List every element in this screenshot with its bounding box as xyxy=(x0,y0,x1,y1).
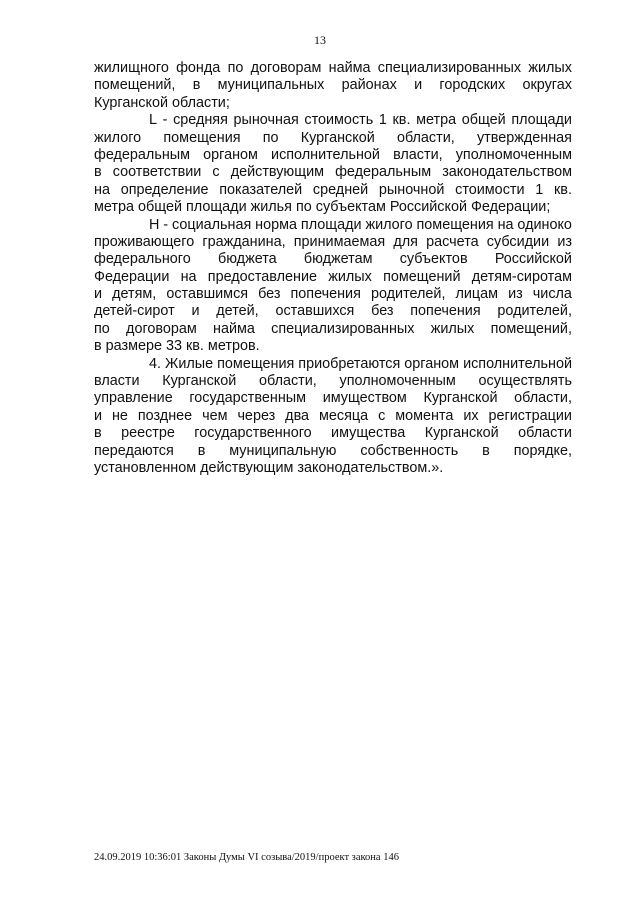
word: предоставление xyxy=(207,268,317,285)
word: Курганской xyxy=(423,390,498,407)
word: области, xyxy=(514,390,572,407)
text-line xyxy=(94,303,572,320)
word: Федерации xyxy=(94,268,170,285)
word: передаются xyxy=(94,442,174,459)
word: через xyxy=(237,407,276,424)
word: с xyxy=(212,164,220,181)
word: средней xyxy=(312,181,369,198)
word: помещения xyxy=(163,129,241,146)
word: федеральным xyxy=(335,164,432,181)
word: в размере 33 кв. метров. xyxy=(94,338,260,355)
word: осуществлять xyxy=(478,373,572,390)
word: принимаемая xyxy=(293,233,386,250)
word: фонда xyxy=(176,60,221,76)
word: имуществом xyxy=(322,390,407,407)
word: имущества xyxy=(331,425,406,442)
word: в xyxy=(94,425,102,442)
word: договорам xyxy=(126,320,197,337)
word: области, xyxy=(258,373,317,390)
text-line xyxy=(94,338,572,355)
word: с xyxy=(378,407,386,424)
text-line xyxy=(94,425,572,442)
text-line xyxy=(94,408,572,425)
word: попечения xyxy=(410,303,481,320)
word: средняя xyxy=(173,112,228,129)
word: действующим xyxy=(230,164,325,181)
word: проживающего xyxy=(94,233,195,250)
word: определение xyxy=(120,181,209,198)
word: рыночная xyxy=(233,112,299,129)
text-line xyxy=(94,164,572,181)
word: оставшихся xyxy=(275,303,355,320)
text-line xyxy=(94,147,572,164)
word: по xyxy=(227,60,244,76)
paragraph-H-definition xyxy=(94,217,572,356)
word: два xyxy=(285,407,310,424)
word: уполномоченным xyxy=(339,373,456,390)
word: Курганской xyxy=(162,373,237,390)
word: Жилые xyxy=(165,355,214,372)
word: метра общей площади жилья по субъектам Российской Федерации; xyxy=(94,199,551,216)
word: и xyxy=(414,77,423,94)
paragraph-continuation xyxy=(94,60,572,112)
word: законодательством xyxy=(442,164,572,181)
word: приобретаются xyxy=(298,355,401,372)
text-line xyxy=(94,95,572,112)
text-line xyxy=(94,130,572,147)
word: кв. xyxy=(554,181,572,198)
word: - xyxy=(162,112,168,129)
word: площади xyxy=(511,112,572,129)
word: без xyxy=(258,286,281,303)
word: в xyxy=(482,442,490,459)
word: Курганской xyxy=(300,129,375,146)
word: области, xyxy=(396,129,455,146)
word: площади xyxy=(300,216,362,233)
word: кв. xyxy=(392,112,411,129)
word: на xyxy=(497,216,514,233)
word: жилого xyxy=(94,129,142,146)
word: на xyxy=(94,181,110,198)
word: Курганской области; xyxy=(94,94,230,111)
word: детям, xyxy=(112,286,157,303)
document-body xyxy=(94,60,572,477)
text-line xyxy=(94,217,572,234)
word: без xyxy=(371,303,394,320)
word: расчета xyxy=(426,233,479,250)
word: области xyxy=(518,425,572,442)
word: субъектов xyxy=(399,251,468,268)
word: гражданина, xyxy=(202,233,286,250)
text-line xyxy=(94,356,572,373)
word: органом xyxy=(404,355,460,372)
word: в xyxy=(197,442,206,459)
word: лицам xyxy=(455,286,499,303)
word: помещений xyxy=(383,268,461,285)
word: государственного xyxy=(194,425,312,442)
word: жилых xyxy=(328,268,372,285)
word: помещений, xyxy=(490,320,572,337)
word: чем xyxy=(202,407,228,424)
text-line xyxy=(94,251,572,268)
word: 1 xyxy=(378,112,387,129)
text-line xyxy=(94,269,572,286)
word: управление xyxy=(94,390,173,407)
page-number: 13 xyxy=(314,33,326,47)
word: помещения xyxy=(416,216,494,233)
word: для xyxy=(393,233,418,250)
paragraph-item-4 xyxy=(94,356,572,478)
word: исполнительной xyxy=(271,146,380,163)
word: найма xyxy=(328,60,371,76)
word: власти xyxy=(94,373,140,390)
word: числа xyxy=(532,286,572,303)
word: помещений, xyxy=(94,77,176,94)
text-line xyxy=(94,199,572,216)
word: метра xyxy=(416,112,457,129)
word: федерального xyxy=(94,251,191,268)
word: детей-сирот xyxy=(94,303,175,320)
word: жилого xyxy=(365,216,413,233)
text-line xyxy=(94,60,572,77)
word: уполномоченным xyxy=(455,146,572,163)
word: найма xyxy=(213,320,255,337)
word: из xyxy=(557,233,572,250)
word: и xyxy=(191,303,200,320)
word: родителей, xyxy=(497,303,572,320)
word: на xyxy=(180,268,197,285)
word: федеральным xyxy=(94,146,191,163)
word: из xyxy=(508,286,523,303)
word: детей, xyxy=(216,303,259,320)
word: специализированных xyxy=(377,60,522,76)
word: норма xyxy=(255,216,298,233)
text-line xyxy=(94,390,572,407)
word: Н xyxy=(149,216,160,233)
word: по xyxy=(262,129,279,146)
text-line xyxy=(94,443,572,460)
word: муниципальных xyxy=(217,77,325,94)
word: власти, xyxy=(393,146,443,163)
text-line xyxy=(94,286,572,303)
word: регистрации xyxy=(488,407,572,424)
text-line xyxy=(94,182,572,199)
word: собственность xyxy=(360,442,459,459)
word: муниципальную xyxy=(229,442,337,459)
word: утвержденная xyxy=(476,129,572,146)
word: рыночной xyxy=(378,181,445,198)
word: попечения xyxy=(290,286,361,303)
word: договорам xyxy=(250,60,322,76)
word: L xyxy=(149,112,158,129)
word: - xyxy=(163,216,169,233)
word: одиноко xyxy=(517,216,572,233)
word: округах xyxy=(522,77,572,94)
paragraph-L-definition xyxy=(94,112,572,216)
word: по xyxy=(94,320,110,337)
word: исполнительной xyxy=(463,355,572,372)
text-line xyxy=(94,373,572,390)
word: соответствии xyxy=(112,164,202,181)
word: стоимости xyxy=(455,181,525,198)
word: жилых xyxy=(430,320,475,337)
word: жилищного xyxy=(94,60,169,76)
word: городских xyxy=(439,77,506,94)
word: жилых xyxy=(528,60,572,76)
word: 1 xyxy=(535,181,544,198)
word: показателей xyxy=(219,181,303,198)
word: помещения xyxy=(217,355,295,372)
text-line xyxy=(94,234,572,251)
word: в xyxy=(192,77,201,94)
word: бюджета xyxy=(217,251,277,268)
word: месяца xyxy=(319,407,369,424)
word: не xyxy=(111,407,128,424)
word: Российской xyxy=(494,251,572,268)
word: установленном действующим законодательством.». xyxy=(94,459,444,476)
word: государственным xyxy=(189,390,307,407)
word: родителей, xyxy=(370,286,446,303)
word: бюджетам xyxy=(303,251,373,268)
word: специализированных xyxy=(271,320,415,337)
word: органом xyxy=(203,146,258,163)
word: момента xyxy=(395,407,454,424)
word: в xyxy=(94,164,102,181)
word: 4. xyxy=(149,355,162,372)
word: и xyxy=(94,407,103,424)
word: их xyxy=(463,407,479,424)
word: и xyxy=(94,286,103,303)
word: Курганской xyxy=(424,425,499,442)
word: позднее xyxy=(137,407,193,424)
text-line xyxy=(94,77,572,94)
word: районах xyxy=(341,77,397,94)
text-line xyxy=(94,112,572,129)
word: детям-сиротам xyxy=(471,268,572,285)
word: субсидии xyxy=(486,233,550,250)
text-line xyxy=(94,321,572,338)
word: стоимость xyxy=(304,112,374,129)
word: оставшимся xyxy=(166,286,249,303)
word: реестре xyxy=(121,425,175,442)
word: порядке, xyxy=(513,442,572,459)
word: общей xyxy=(461,112,506,129)
word: социальная xyxy=(171,216,252,233)
document-footer: 24.09.2019 10:36:01 Законы Думы VI созыва/2019/проект закона 146 xyxy=(94,852,399,863)
text-line xyxy=(94,460,572,477)
